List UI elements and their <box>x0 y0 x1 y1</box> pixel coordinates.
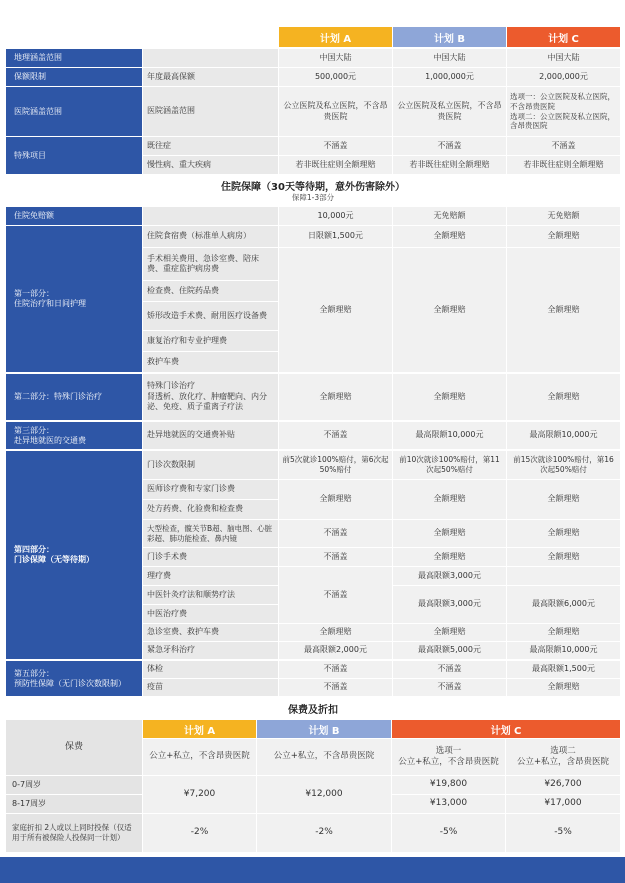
premium-plan-c-label: 计划 C <box>490 725 522 737</box>
premium-c2-price-0-7: ¥26,700 <box>506 776 620 794</box>
premium-label: 保费 <box>6 720 142 775</box>
premium-c2-price-8-17: ¥17,000 <box>506 795 620 813</box>
discount-label: 家庭折扣 2人或以上同时投保（仅适用于所有被保险人投保同一计划） <box>6 814 142 852</box>
part4-physio-b: 最高限额3,000元 <box>393 567 506 585</box>
plan-b-header <box>393 27 506 47</box>
plan-b-label: 计划 B <box>433 33 466 45</box>
part2-b: 全额理赔 <box>393 374 506 420</box>
deductible-b: 无免赔额 <box>393 207 506 225</box>
part4-limit-sub: 门诊次数限制 <box>143 451 278 479</box>
part4-acu-c: 最高限额6,000元 <box>507 586 620 623</box>
geo-label: 地理涵盖范围 <box>6 49 142 67</box>
premium-a-desc: 公立+私立，不含昂贵医院 <box>143 739 256 775</box>
special-preexisting-c: 不涵盖 <box>507 137 620 155</box>
special-sub-preexisting: 既往症 <box>143 137 278 155</box>
part4-limit-a: 前5次就诊100%赔付，第6次起50%赔付 <box>279 451 392 479</box>
premium-c1-price-0-7: ¥19,800 <box>392 776 505 794</box>
part2-label: 第二部分：特殊门诊治疗 <box>6 374 142 420</box>
plan-c-header <box>507 27 620 47</box>
part1-sub-tests: 检查费、住院药品费 <box>143 281 278 301</box>
part4-limit-b: 前10次就诊100%赔付，第11次起50%赔付 <box>393 451 506 479</box>
part5-checkup-a: 不涵盖 <box>279 661 392 678</box>
special-label: 特殊项目 <box>6 137 142 174</box>
hospital-b: 公立医院及私立医院，不含昂贵医院 <box>393 87 506 136</box>
part4-acu-a: 不涵盖 <box>279 567 392 623</box>
geo-c: 中国大陆 <box>507 49 620 67</box>
hospital-c <box>507 87 620 136</box>
part4-sub-er: 急诊室费、救护车费 <box>143 624 278 641</box>
premium-plan-c-header <box>392 720 620 738</box>
part5-sub-checkup: 体检 <box>143 661 278 678</box>
part4-imaging-b: 全额理赔 <box>393 520 506 547</box>
geo-a: 中国大陆 <box>279 49 392 67</box>
premium-age-8-17: 8-17周岁 <box>6 795 142 813</box>
deductible-sub <box>143 207 278 225</box>
limit-label: 保额限制 <box>6 68 142 86</box>
premium-plan-b-label: 计划 B <box>308 725 340 737</box>
hospital-label: 医院涵盖范围 <box>6 87 142 136</box>
inpatient-title: 住院保障（30天等待期，意外伤害除外） <box>221 181 405 193</box>
premium-c1-desc: 选项一 公立+私立，不含昂贵医院 <box>392 739 505 775</box>
part2-c: 全额理赔 <box>507 374 620 420</box>
part4-sub-surgery: 门诊手术费 <box>143 548 278 566</box>
discount-a: -2% <box>143 814 256 852</box>
part3-sub: 赴异地就医的交通费补贴 <box>143 422 278 449</box>
discount-b: -2% <box>257 814 391 852</box>
part4-sub-physio: 理疗费 <box>143 567 278 585</box>
part5-vaccine-a: 不涵盖 <box>279 679 392 696</box>
part1-a: 全额理赔 <box>279 248 392 372</box>
part3-a: 不涵盖 <box>279 422 392 449</box>
premium-plan-a-header <box>143 720 256 738</box>
premium-title: 保费及折扣 <box>288 704 338 716</box>
discount-c2: -5% <box>506 814 620 852</box>
special-preexisting-a: 不涵盖 <box>279 137 392 155</box>
part1-room-c: 全额理赔 <box>507 226 620 247</box>
part1-sub-rehab: 康复治疗和专业护理费 <box>143 331 278 351</box>
part5-label: 第五部分： 预防性保障（无门诊次数限制） <box>6 661 142 696</box>
premium-plan-b-header <box>257 720 391 738</box>
footer-band <box>0 857 625 883</box>
part4-label: 第四部分： 门诊保障（无等待期） <box>6 451 142 659</box>
part1-room-a: 日限额1,500元 <box>279 226 392 247</box>
part1-label: 第一部分： 住院治疗和日间护理 <box>6 226 142 372</box>
part3-c: 最高限额10,000元 <box>507 422 620 449</box>
part2-sub: 特殊门诊治疗 肾透析、放化疗、肿瘤靶向、内分泌、免疫、质子重离子疗法 <box>143 374 278 420</box>
plan-a-header <box>279 27 392 47</box>
part3-b: 最高限额10,000元 <box>393 422 506 449</box>
part4-sub-imaging: 大型检查，髋关节B超、脑电图、心脏彩超、肺功能检查、鼻内镜 <box>143 520 278 547</box>
part4-sub-drugs: 处方药费、化验费和检查费 <box>143 500 278 519</box>
premium-plan-a-label: 计划 A <box>183 725 216 737</box>
part4-er-c: 全额理赔 <box>507 624 620 641</box>
part4-surgery-c: 全额理赔 <box>507 548 620 566</box>
inpatient-subtitle: 保障1-3部分 <box>291 193 335 202</box>
part4-acu-b: 最高限额3,000元 <box>393 586 506 623</box>
part4-imaging-c: 全额理赔 <box>507 520 620 547</box>
limit-b: 1,000,000元 <box>393 68 506 86</box>
part2-a: 全额理赔 <box>279 374 392 420</box>
hospital-c-option2: 选项二：公立医院及私立医院，含昂贵医院 <box>510 111 615 131</box>
part4-surgery-b: 全额理赔 <box>393 548 506 566</box>
part4-er-b: 全额理赔 <box>393 624 506 641</box>
part1-c: 全额理赔 <box>507 248 620 372</box>
premium-age-0-7: 0-7周岁 <box>6 776 142 794</box>
part4-group1-b: 全额理赔 <box>393 480 506 519</box>
part1-room-b: 全额理赔 <box>393 226 506 247</box>
part1-room-sub: 住院食宿费（标准单人病房） <box>143 226 278 247</box>
deductible-label: 住院免赔额 <box>6 207 142 225</box>
part4-surgery-a: 不涵盖 <box>279 548 392 566</box>
limit-sub: 年度最高保额 <box>143 68 278 86</box>
part5-sub-vaccine: 疫苗 <box>143 679 278 696</box>
part5-checkup-b: 不涵盖 <box>393 661 506 678</box>
limit-c: 2,000,000元 <box>507 68 620 86</box>
part4-dental-a: 最高限额2,000元 <box>279 642 392 659</box>
hospital-c-option1: 选项一：公立医院及私立医院，不含昂贵医院 <box>510 92 615 111</box>
part3-label: 第三部分： 赴异地就医的交通费 <box>6 422 142 449</box>
part5-checkup-c: 最高限额1,500元 <box>507 661 620 678</box>
part1-sub-ambulance: 救护车费 <box>143 352 278 372</box>
geo-sub <box>143 49 278 67</box>
part4-limit-c: 前15次就诊100%赔付，第16次起50%赔付 <box>507 451 620 479</box>
part4-sub-dental: 紧急牙科治疗 <box>143 642 278 659</box>
part4-imaging-a: 不涵盖 <box>279 520 392 547</box>
premium-b-price: ¥12,000 <box>257 776 391 813</box>
deductible-c: 无免赔额 <box>507 207 620 225</box>
part4-er-a: 全额理赔 <box>279 624 392 641</box>
part4-group1-a: 全额理赔 <box>279 480 392 519</box>
premium-b-desc: 公立+私立，不含昂贵医院 <box>257 739 391 775</box>
plan-c-label: 计划 C <box>548 33 579 45</box>
part4-sub-doctor: 医师诊疗费和专家门诊费 <box>143 480 278 499</box>
part1-b: 全额理赔 <box>393 248 506 372</box>
hospital-a: 公立医院及私立医院，不含昂贵医院 <box>279 87 392 136</box>
deductible-a: 10,000元 <box>279 207 392 225</box>
part4-dental-c: 最高限额10,000元 <box>507 642 620 659</box>
premium-c2-desc: 选项二 公立+私立，含昂贵医院 <box>506 739 620 775</box>
plan-a-label: 计划 A <box>319 33 352 45</box>
special-chronic-c: 若非既往症则全额理赔 <box>507 156 620 174</box>
part1-sub-surgery: 手术相关费用、急诊室费、陪床费、重症监护病房费 <box>143 248 278 280</box>
part4-sub-tcm: 中医治疗费 <box>143 605 278 623</box>
geo-b: 中国大陆 <box>393 49 506 67</box>
part5-vaccine-c: 全额理赔 <box>507 679 620 696</box>
discount-c1: -5% <box>392 814 505 852</box>
special-sub-chronic: 慢性病、重大疾病 <box>143 156 278 174</box>
special-chronic-a: 若非既往症则全额理赔 <box>279 156 392 174</box>
special-preexisting-b: 不涵盖 <box>393 137 506 155</box>
part1-sub-orthopedic: 矫形改造手术费、耐用医疗设备费 <box>143 302 278 330</box>
part5-vaccine-b: 不涵盖 <box>393 679 506 696</box>
limit-a: 500,000元 <box>279 68 392 86</box>
part4-group1-c: 全额理赔 <box>507 480 620 519</box>
part4-dental-b: 最高限额5,000元 <box>393 642 506 659</box>
special-chronic-b: 若非既往症则全额理赔 <box>393 156 506 174</box>
hospital-sub: 医院涵盖范围 <box>143 87 278 136</box>
part4-sub-acupuncture: 中医针灸疗法和顺势疗法 <box>143 586 278 604</box>
premium-a-price: ¥7,200 <box>143 776 256 813</box>
part4-physio-c <box>507 567 620 585</box>
premium-c1-price-8-17: ¥13,000 <box>392 795 505 813</box>
